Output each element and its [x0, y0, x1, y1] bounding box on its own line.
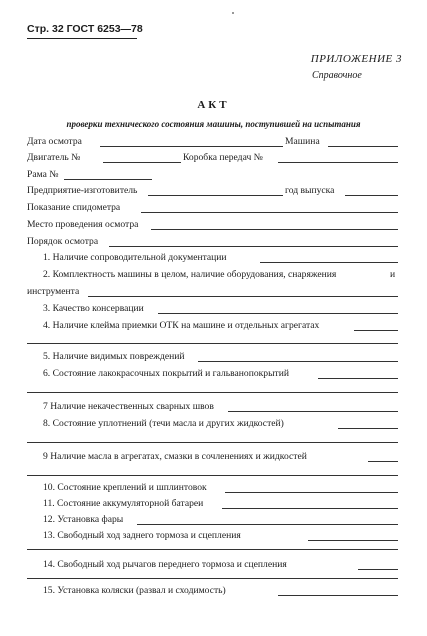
item-14-line[interactable] — [358, 569, 398, 570]
item-6-line-2[interactable] — [27, 392, 398, 393]
field-frame-label: Рама № — [27, 169, 59, 180]
field-inspection-date-line[interactable] — [100, 146, 283, 147]
item-5-line[interactable] — [198, 361, 398, 362]
appendix-title: ПРИЛОЖЕНИЕ 3 — [310, 53, 402, 65]
item-1: 1. Наличие сопроводительной документации — [43, 252, 227, 263]
item-8-line[interactable] — [338, 428, 398, 429]
item-3: 3. Качество консервации — [43, 303, 144, 314]
item-5: 5. Наличие видимых повреждений — [43, 351, 185, 362]
speck — [232, 12, 234, 14]
item-11: 11. Состояние аккумуляторной батареи — [43, 498, 204, 509]
item-11-line[interactable] — [222, 508, 398, 509]
field-engine-label: Двигатель № — [27, 152, 81, 163]
field-speedometer-label: Показание спидометра — [27, 202, 121, 213]
item-8: 8. Состояние уплотнений (течи масла и других жидкостей) — [43, 418, 284, 429]
item-14: 14. Свободный ход рычагов переднего тормоза и сцепления — [43, 559, 287, 570]
item-3-line[interactable] — [158, 313, 398, 314]
item-13-line-2[interactable] — [27, 549, 398, 550]
item-2-continued: инструмента — [27, 286, 80, 297]
item-12-line[interactable] — [137, 524, 398, 525]
item-9-line[interactable] — [368, 461, 398, 462]
page-reference: Стр. 32 ГОСТ 6253—78 — [27, 23, 143, 35]
item-9-line-2[interactable] — [27, 475, 398, 476]
field-gearbox-line[interactable] — [278, 162, 398, 163]
item-2-line[interactable] — [88, 296, 398, 297]
item-9: 9 Наличие масла в агрегатах, смазки в сочленениях и жидкостей — [43, 451, 307, 462]
item-7: 7 Наличие некачественных сварных швов — [43, 401, 214, 412]
field-place-label: Место проведения осмотра — [27, 219, 139, 230]
field-frame-line[interactable] — [64, 179, 152, 180]
field-inspection-date-label: Дата осмотра — [27, 136, 82, 147]
item-4-line-2[interactable] — [27, 343, 398, 344]
document-subtitle: проверки технического состояния машины, поступившей на испытания — [66, 119, 361, 129]
item-10: 10. Состояние креплений и шплинтовок — [43, 482, 207, 493]
item-4-line[interactable] — [354, 330, 398, 331]
item-2-and: и — [390, 269, 396, 280]
field-speedometer-line[interactable] — [141, 212, 398, 213]
item-8-line-2[interactable] — [27, 442, 398, 443]
item-7-line[interactable] — [228, 411, 398, 412]
item-14-line-2[interactable] — [27, 578, 398, 579]
item-10-line[interactable] — [225, 492, 398, 493]
field-manufacturer-line[interactable] — [148, 195, 283, 196]
item-13: 13. Свободный ход заднего тормоза и сцепления — [43, 530, 241, 541]
field-engine-line[interactable] — [103, 162, 181, 163]
field-order-line[interactable] — [109, 246, 398, 247]
item-2: 2. Комплектность машины в целом, наличие оборудования, снаряжения — [43, 269, 337, 280]
item-4: 4. Наличие клейма приемки ОТК на машине и отдельных агрегатах — [43, 320, 320, 331]
document-title: АКТ — [197, 99, 230, 111]
item-15-line[interactable] — [278, 595, 398, 596]
field-year-line[interactable] — [345, 195, 398, 196]
item-1-line[interactable] — [260, 262, 398, 263]
item-6: 6. Состояние лакокрасочных покрытий и гальванопокрытий — [43, 368, 289, 379]
header-rule — [27, 38, 137, 39]
field-year-label: год выпуска — [285, 185, 335, 196]
field-machine-line[interactable] — [328, 146, 398, 147]
appendix-subtitle: Справочное — [312, 70, 362, 81]
item-15: 15. Установка коляски (развал и сходимость) — [43, 585, 226, 596]
field-gearbox-label: Коробка передач № — [183, 152, 263, 163]
item-6-line[interactable] — [318, 378, 398, 379]
item-12: 12. Установка фары — [43, 514, 124, 525]
field-manufacturer-label: Предприятие-изготовитель — [27, 185, 138, 196]
field-machine-label: Машина — [285, 136, 320, 147]
field-place-line[interactable] — [151, 229, 398, 230]
field-order-label: Порядок осмотра — [27, 236, 99, 247]
item-13-line[interactable] — [308, 540, 398, 541]
